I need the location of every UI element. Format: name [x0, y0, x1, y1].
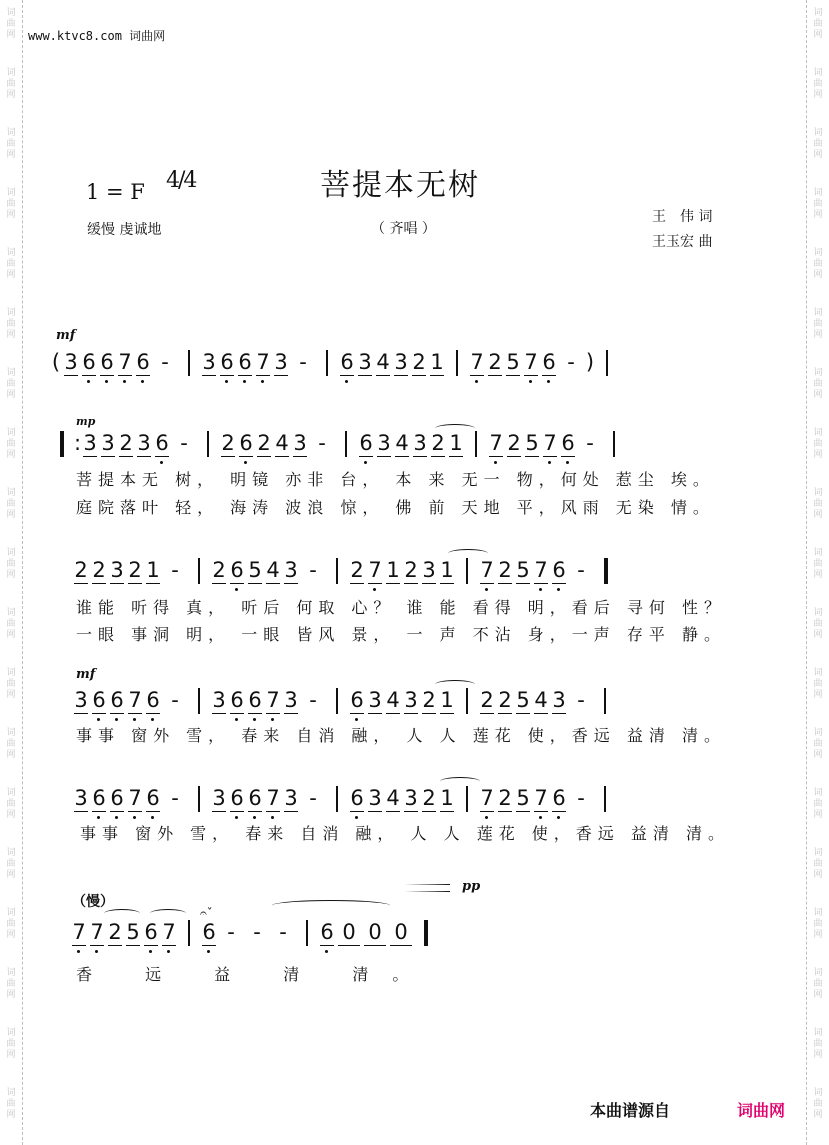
note: 5 [504, 350, 522, 374]
note: 2 [117, 431, 135, 455]
composer-credit: 王玉宏 曲 [652, 234, 713, 250]
watermark-logo: 词 曲 网 [813, 8, 823, 40]
watermark-logo: 词 曲 网 [6, 1088, 16, 1120]
note: 2 [402, 558, 420, 582]
watermark-logo: 词 曲 网 [6, 8, 16, 40]
bar-line [604, 558, 608, 584]
bar-line [466, 786, 468, 812]
repeat-dots: : [74, 431, 82, 455]
note: 0 [362, 920, 388, 944]
note: 2 [496, 558, 514, 582]
watermark-logo: 词 曲 网 [813, 608, 823, 640]
lyric-row: 菩提本无 树， 明镜 亦非 台， 本 来 无一 物，何处 惹尘 埃。 [76, 470, 715, 489]
bar-line [424, 920, 428, 946]
note: 3 [392, 350, 410, 374]
note: 6 [357, 431, 375, 455]
note: 3 [291, 431, 309, 455]
watermark-logo: 词 曲 网 [813, 1088, 823, 1120]
long-tie-mark [272, 900, 390, 911]
note: 7 [264, 688, 282, 712]
note: 7 [126, 688, 144, 712]
note: 5 [246, 558, 264, 582]
watermark-logo: 词 曲 网 [813, 188, 823, 220]
note: 3 [108, 558, 126, 582]
watermark-logo: 词 曲 网 [813, 968, 823, 1000]
tie-mark [440, 777, 480, 786]
note: - [227, 920, 235, 944]
decrescendo-hairpin [270, 884, 450, 892]
note: 6 [338, 350, 356, 374]
watermark-logo: 词 曲 网 [6, 1028, 16, 1060]
note: 6 [348, 786, 366, 810]
note: 3 [210, 786, 228, 810]
watermark-logo: 词 曲 网 [813, 368, 823, 400]
note: - [577, 786, 585, 810]
note: 3 [366, 688, 384, 712]
watermark-logo: 词 曲 网 [813, 68, 823, 100]
note: 6 [144, 688, 162, 712]
bar-line [606, 350, 608, 376]
note: 3 [81, 431, 99, 455]
verse-line-2-notation [72, 558, 772, 584]
note: 7 [532, 786, 550, 810]
note: 4 [384, 786, 402, 810]
note: 2 [72, 558, 90, 582]
lyric-row: 谁能 听得 真， 听后 何取 心？ 谁 能 看得 明，看后 寻何 性？ [76, 598, 726, 617]
lyric-row: 香 远 益 清 清。 [76, 965, 433, 984]
bar-line [188, 350, 190, 376]
watermark-logo: 词 曲 网 [813, 788, 823, 820]
note: 2 [486, 350, 504, 374]
bar-line [207, 431, 209, 457]
note: 2 [210, 558, 228, 582]
note: 3 [366, 786, 384, 810]
bar-line [188, 920, 190, 946]
note: 6 [134, 350, 152, 374]
watermark-logo: 词 曲 网 [6, 668, 16, 700]
note: 6 [108, 688, 126, 712]
note: 7 [541, 431, 559, 455]
note: - [161, 350, 169, 374]
note: 3 [72, 688, 90, 712]
note: 7 [487, 431, 505, 455]
watermark-logo: 词 曲 网 [6, 488, 16, 520]
note: 4 [273, 431, 291, 455]
watermark-logo: 词 曲 网 [813, 128, 823, 160]
lyric-row: 庭院落叶 轻， 海涛 波浪 惊， 佛 前 天地 平，风雨 无染 情。 [76, 498, 715, 517]
bar-line [198, 786, 200, 812]
watermark-logo: 词 曲 网 [6, 788, 16, 820]
note: 6 [559, 431, 577, 455]
bar-line [336, 786, 338, 812]
bar-line [604, 786, 606, 812]
intro-dynamic: mf [56, 328, 76, 343]
watermark-logo: 词 曲 网 [6, 368, 16, 400]
watermark-logo: 词 曲 网 [6, 128, 16, 160]
chorus-line-1-notation [72, 688, 772, 714]
note: 2 [496, 786, 514, 810]
verse-line-1-notation [50, 431, 770, 457]
note: - [577, 558, 585, 582]
note: 2 [219, 431, 237, 455]
note: 3 [356, 350, 374, 374]
note: 5 [124, 920, 142, 944]
note: 4 [532, 688, 550, 712]
watermark-logo: 词 曲 网 [6, 428, 16, 460]
note: 2 [420, 688, 438, 712]
bar-line [60, 431, 64, 457]
bar-line [456, 350, 458, 376]
note: 7 [264, 786, 282, 810]
note: - [309, 688, 317, 712]
left-watermark-strip [0, 0, 23, 1145]
note: 7 [116, 350, 134, 374]
note: - [171, 688, 179, 712]
note: 3 [200, 350, 218, 374]
note: ( [51, 350, 61, 374]
note: 6 [153, 431, 171, 455]
note: 2 [106, 920, 124, 944]
note: 2 [90, 558, 108, 582]
note: 7 [126, 786, 144, 810]
bar-line [198, 688, 200, 714]
note: - [299, 350, 307, 374]
note: 7 [70, 920, 88, 944]
note: 5 [523, 431, 541, 455]
note: 6 [540, 350, 558, 374]
ending-line-notation [70, 920, 590, 946]
note: 3 [135, 431, 153, 455]
note: 3 [375, 431, 393, 455]
note: 2 [505, 431, 523, 455]
tie-mark [448, 549, 488, 558]
note: 3 [282, 688, 300, 712]
note: 3 [62, 350, 80, 374]
note: 3 [282, 558, 300, 582]
bar-line [466, 558, 468, 584]
note: 5 [514, 786, 532, 810]
note: 1 [144, 558, 162, 582]
note: 1 [438, 558, 456, 582]
lyric-row: 一眼 事洞 明， 一眼 皆风 景， 一 声 不沾 身，一声 存平 静。 [76, 625, 726, 644]
watermark-logo: 词 曲 网 [813, 1028, 823, 1060]
site-url[interactable]: www.ktvc8.com 词曲网 [28, 29, 166, 43]
watermark-logo: 词 曲 网 [6, 848, 16, 880]
tie-mark [435, 680, 475, 689]
note: 6 [348, 688, 366, 712]
bar-line [336, 688, 338, 714]
lyric-row: 事事 窗外 雪， 春来 自消 融， 人 人 莲花 使，香远 益清 清。 [80, 824, 730, 843]
lyric-row: 事事 窗外 雪， 春来 自消 融， 人 人 莲花 使，香远 益清 清。 [76, 726, 726, 745]
bar-line [306, 920, 308, 946]
watermark-logo: 词 曲 网 [6, 248, 16, 280]
note: 1 [438, 786, 456, 810]
right-watermark-strip [806, 0, 829, 1145]
watermark-logo: 词 曲 网 [6, 728, 16, 760]
watermark-logo: 词 曲 网 [813, 728, 823, 760]
bar-line [604, 688, 606, 714]
chorus-line-2-notation [72, 786, 772, 812]
note: 7 [478, 786, 496, 810]
note: - [309, 786, 317, 810]
source-label: 本曲谱源自 [590, 1101, 671, 1120]
note: - [279, 920, 287, 944]
note: - [318, 431, 326, 455]
slow-marking: （慢） [72, 894, 114, 910]
bar-line [466, 688, 468, 714]
chorus-dynamic: mf [76, 667, 96, 682]
note: 3 [402, 688, 420, 712]
fermata-icon: 𝄐ˇ [200, 906, 213, 920]
note: 1 [438, 688, 456, 712]
note: 3 [411, 431, 429, 455]
watermark-logo: 词 曲 网 [813, 848, 823, 880]
note: 3 [420, 558, 438, 582]
note: 6 [246, 688, 264, 712]
watermark-logo: 词 曲 网 [6, 188, 16, 220]
note: 6 [90, 786, 108, 810]
watermark-logo: 词 曲 网 [813, 548, 823, 580]
note: 3 [550, 688, 568, 712]
note: 6 [228, 786, 246, 810]
note: 6 [218, 350, 236, 374]
watermark-logo: 词 曲 网 [6, 908, 16, 940]
note: - [577, 688, 585, 712]
note: 7 [478, 558, 496, 582]
tie-mark [435, 424, 475, 433]
watermark-logo: 词 曲 网 [813, 248, 823, 280]
note: 2 [420, 786, 438, 810]
note: 5 [514, 688, 532, 712]
intro-notation [50, 350, 770, 376]
note: 7 [366, 558, 384, 582]
performance-type: （ 齐唱 ） [371, 221, 436, 237]
note: 5 [514, 558, 532, 582]
note: 7 [522, 350, 540, 374]
watermark-logo: 词 曲 网 [6, 68, 16, 100]
note: 6 [236, 350, 254, 374]
watermark-logo: 词 曲 网 [813, 668, 823, 700]
bar-line [198, 558, 200, 584]
note: 6 [318, 920, 336, 944]
note: 2 [496, 688, 514, 712]
note: 6 [90, 688, 108, 712]
note: 7 [254, 350, 272, 374]
watermark-logo: 词 曲 网 [6, 968, 16, 1000]
watermark-logo: 词 曲 网 [813, 488, 823, 520]
note: 0 [336, 920, 362, 944]
note: - [180, 431, 188, 455]
watermark-logo: 词 曲 网 [813, 308, 823, 340]
bar-line [326, 350, 328, 376]
tie-mark [150, 909, 186, 918]
note: 4 [374, 350, 392, 374]
note: 0 [388, 920, 414, 944]
watermark-logo: 词 曲 网 [813, 428, 823, 460]
note: 2 [348, 558, 366, 582]
note: 4 [393, 431, 411, 455]
note: 6 [550, 786, 568, 810]
verse-dynamic: mp [76, 415, 96, 428]
note: - [586, 431, 594, 455]
note: 4 [384, 688, 402, 712]
song-title: 菩提本无树 [320, 168, 480, 203]
note: - [567, 350, 575, 374]
note: 6 [246, 786, 264, 810]
note: 2 [478, 688, 496, 712]
note: 2 [429, 431, 447, 455]
note: 6 [142, 920, 160, 944]
note: 6 [228, 688, 246, 712]
note: 4 [264, 558, 282, 582]
note: 2 [255, 431, 273, 455]
ending-dynamic: pp [462, 879, 481, 894]
note: 7 [468, 350, 486, 374]
note: 6 [98, 350, 116, 374]
note: - [171, 786, 179, 810]
note: 6 [80, 350, 98, 374]
note: 3 [282, 786, 300, 810]
note: 2 [126, 558, 144, 582]
note: - [171, 558, 179, 582]
note: 1 [428, 350, 446, 374]
bar-line [613, 431, 615, 457]
note: 6 [550, 558, 568, 582]
bar-line [475, 431, 477, 457]
bar-line [336, 558, 338, 584]
note: 7 [88, 920, 106, 944]
note: 6 [108, 786, 126, 810]
tie-mark [104, 909, 140, 918]
note: 6 [228, 558, 246, 582]
tempo-marking: 缓慢 虔诚地 [87, 222, 162, 238]
time-signature: 4/4 [166, 168, 196, 193]
bar-line [345, 431, 347, 457]
watermark-logo: 词 曲 网 [6, 308, 16, 340]
note: 3 [99, 431, 117, 455]
note: 6 [237, 431, 255, 455]
note: 7 [160, 920, 178, 944]
note: 1 [384, 558, 402, 582]
note: 3 [210, 688, 228, 712]
note: 1 [447, 431, 465, 455]
key-signature: 1 = F [86, 180, 145, 204]
note: 3 [402, 786, 420, 810]
note: 7 [532, 558, 550, 582]
watermark-logo: 词 曲 网 [813, 908, 823, 940]
note: 6 [200, 920, 218, 944]
watermark-logo: 词 曲 网 [6, 548, 16, 580]
note: 3 [272, 350, 290, 374]
source-logo[interactable]: 词曲网 [737, 1101, 786, 1120]
note: - [253, 920, 261, 944]
lyricist-credit: 王 伟 词 [652, 209, 713, 225]
note: - [309, 558, 317, 582]
note: ) [585, 350, 595, 374]
watermark-logo: 词 曲 网 [6, 608, 16, 640]
note: 2 [410, 350, 428, 374]
note: 3 [72, 786, 90, 810]
note: 6 [144, 786, 162, 810]
